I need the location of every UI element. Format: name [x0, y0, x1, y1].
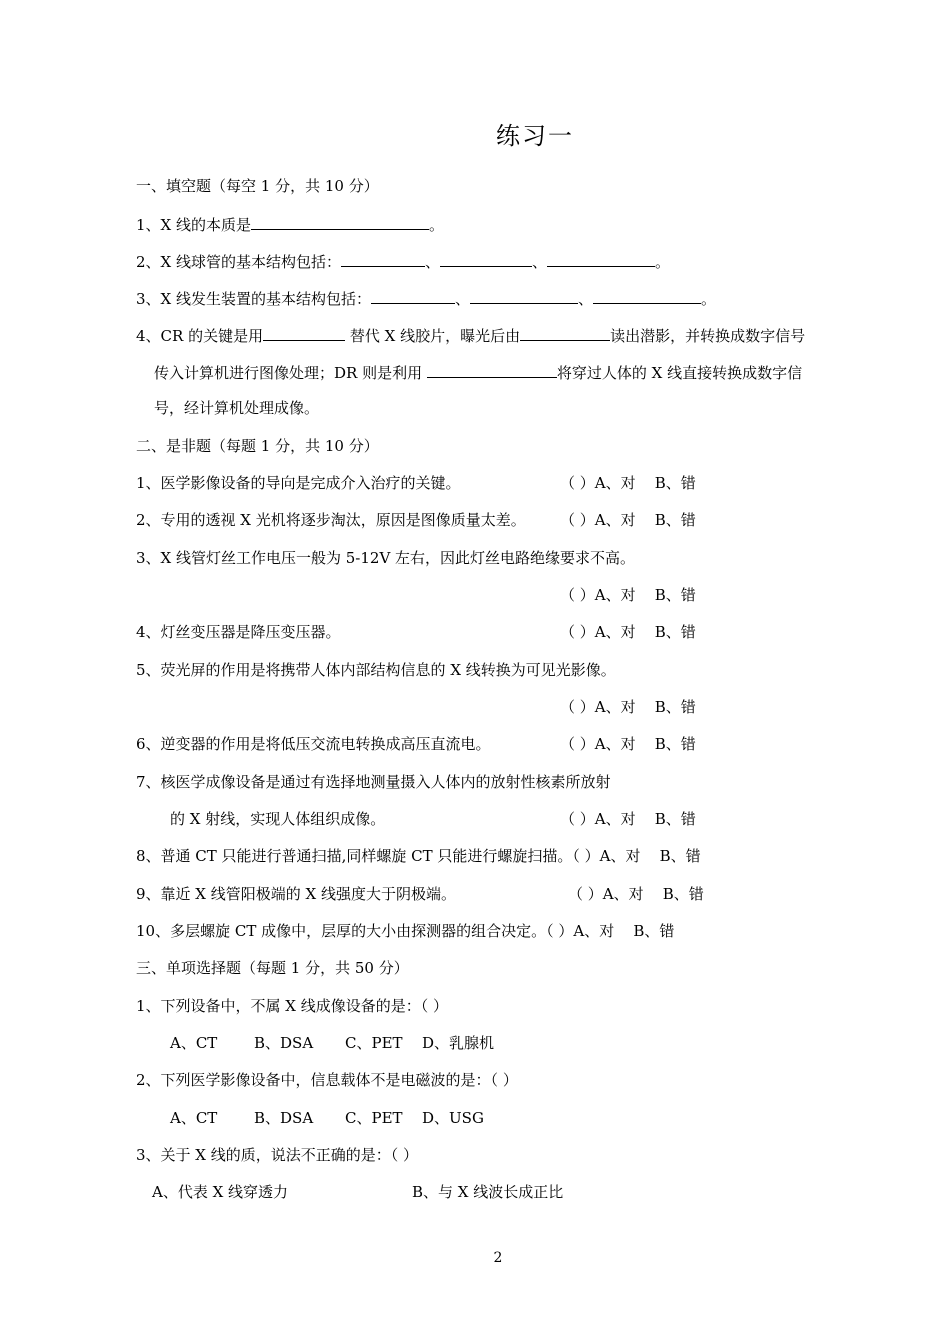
mc-q2-option-d[interactable]: D、USG: [422, 1109, 484, 1127]
fill-q3: 3、X 线发生装置的基本结构包括： 、 、 。: [136, 287, 716, 309]
tf-q6-options: （ ）A、对 B、错: [560, 735, 696, 753]
tf-q2-options: （ ）A、对 B、错: [560, 511, 696, 529]
fill-q4-line1: 4、CR 的关键是用 替代 X 线胶片，曝光后由 读出潜影，并转换成数字信号: [136, 324, 805, 346]
answer-blank[interactable]: [440, 250, 532, 267]
fill-q1: 1、X 线的本质是 。: [136, 213, 444, 235]
answer-blank[interactable]: [371, 287, 455, 304]
answer-blank[interactable]: [251, 213, 429, 230]
tf-q7-options: （ ）A、对 B、错: [560, 810, 696, 828]
answer-blank[interactable]: [427, 361, 557, 378]
section2-heading: 二、是非题（每题 1 分，共 10 分）: [136, 437, 379, 455]
tf-q3-options: （ ）A、对 B、错: [560, 586, 696, 604]
tf-q7: 7、核医学成像设备是通过有选择地测量摄入人体内的放射性核素所放射: [136, 773, 611, 791]
tf-q3: 3、X 线管灯丝工作电压一般为 5-12V 左右，因此灯丝电路绝缘要求不高。: [136, 549, 636, 567]
mc-q3-option-b[interactable]: B、与 X 线波长成正比: [412, 1183, 564, 1201]
tf-q8: 8、普通 CT 只能进行普通扫描,同样螺旋 CT 只能进行螺旋扫描。（ ）A、对 B、错: [136, 847, 701, 865]
mc-q1-option-b[interactable]: B、DSA: [254, 1034, 314, 1052]
mc-q3-option-a[interactable]: A、代表 X 线穿透力: [152, 1183, 289, 1201]
tf-q1: 1、医学影像设备的导向是完成介入治疗的关键。: [136, 474, 461, 492]
section1-heading: 一、填空题（每空 1 分，共 10 分）: [136, 177, 379, 195]
answer-blank[interactable]: [520, 324, 610, 341]
tf-q4-options: （ ）A、对 B、错: [560, 623, 696, 641]
mc-q3: 3、关于 X 线的质，说法不正确的是：（ ）: [136, 1146, 419, 1164]
tf-q5-options: （ ）A、对 B、错: [560, 698, 696, 716]
answer-blank[interactable]: [593, 287, 701, 304]
mc-q1-option-a[interactable]: A、CT: [170, 1034, 218, 1052]
mc-q2-option-a[interactable]: A、CT: [170, 1109, 218, 1127]
mc-q2: 2、下列医学影像设备中，信息载体不是电磁波的是：（ ）: [136, 1071, 518, 1089]
answer-blank[interactable]: [547, 250, 655, 267]
mc-q1-option-c[interactable]: C、PET: [345, 1034, 403, 1052]
section3-heading: 三、单项选择题（每题 1 分，共 50 分）: [136, 959, 409, 977]
tf-q7-cont: 的 X 射线，实现人体组织成像。: [170, 810, 386, 828]
tf-q9-options: （ ）A、对 B、错: [568, 885, 704, 903]
answer-blank[interactable]: [470, 287, 578, 304]
mc-q2-option-b[interactable]: B、DSA: [254, 1109, 314, 1127]
mc-q1-option-d[interactable]: D、乳腺机: [422, 1034, 495, 1052]
mc-q2-option-c[interactable]: C、PET: [345, 1109, 403, 1127]
fill-q4-line2: 传入计算机进行图像处理；DR 则是利用 将穿过人体的 X 线直接转换成数字信: [154, 361, 802, 383]
tf-q10: 10、多层螺旋 CT 成像中，层厚的大小由探测器的组合决定。（ ）A、对 B、错: [136, 922, 675, 940]
page-number: 2: [493, 1250, 503, 1266]
tf-q5: 5、荧光屏的作用是将携带人体内部结构信息的 X 线转换为可见光影像。: [136, 661, 616, 679]
fill-q2: 2、X 线球管的基本结构包括： 、 、 。: [136, 250, 670, 272]
fill-q4-line3: 号，经计算机处理成像。: [154, 399, 320, 417]
tf-q6: 6、逆变器的作用是将低压交流电转换成高压直流电。: [136, 735, 491, 753]
mc-q1: 1、下列设备中，不属 X 线成像设备的是：（ ）: [136, 997, 449, 1015]
answer-blank[interactable]: [341, 250, 425, 267]
answer-blank[interactable]: [263, 324, 345, 341]
tf-q2: 2、专用的透视 X 光机将逐步淘汰，原因是图像质量太差。: [136, 511, 526, 529]
tf-q9: 9、靠近 X 线管阳极端的 X 线强度大于阴极端。: [136, 885, 456, 903]
tf-q1-options: （ ）A、对 B、错: [560, 474, 696, 492]
tf-q4: 4、灯丝变压器是降压变压器。: [136, 623, 341, 641]
page-title: 练习一: [496, 122, 574, 150]
